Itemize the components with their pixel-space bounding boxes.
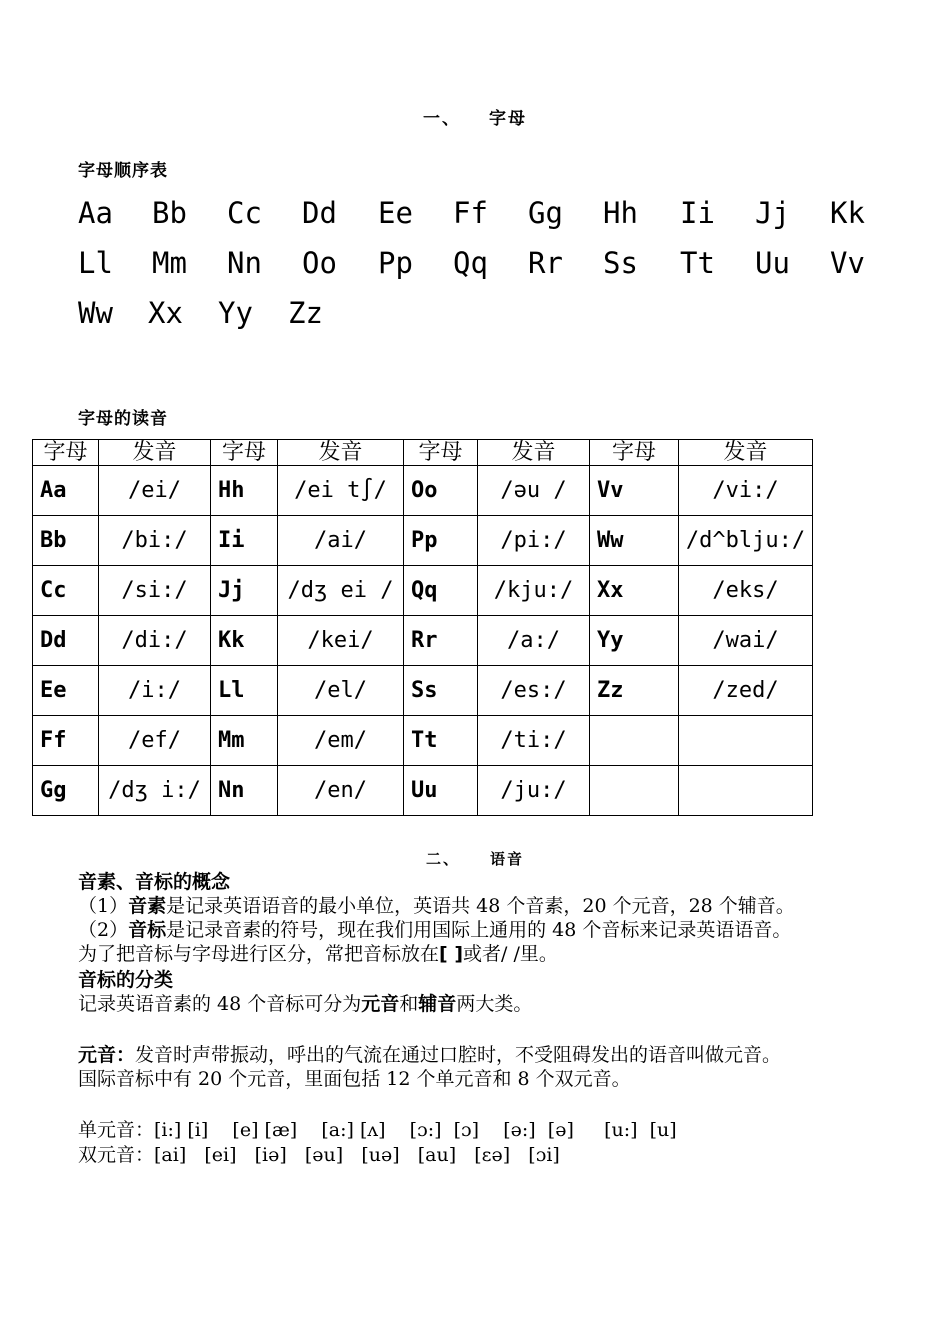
table-row: [33, 666, 813, 716]
p3-text: 为了把音标与字母进行区分，常把音标放在: [78, 943, 440, 965]
section-2-number: 二、: [425, 850, 460, 868]
p3-tail: 或者/ /里。: [463, 943, 558, 965]
section-2-title: 语音: [490, 850, 525, 868]
p1-bold: 音素: [128, 895, 167, 917]
pronunciation-cell: [679, 766, 813, 816]
pronunciation-cell: /em/: [278, 716, 404, 766]
letter-cell: Xx: [590, 566, 679, 616]
alphabet-letter: Cc: [227, 196, 262, 230]
p4-and: 和: [399, 993, 419, 1015]
paragraph-phoneme: [78, 894, 795, 918]
table-header-cell: 字母: [590, 440, 679, 466]
table-header-cell: 发音: [478, 440, 590, 466]
table-header-row: [33, 440, 813, 466]
letter-cell: Rr: [404, 616, 478, 666]
alphabet-letter: Yy: [218, 296, 253, 330]
pronunciation-cell: /bi:/: [99, 516, 211, 566]
pronunciation-cell: /a:/: [478, 616, 590, 666]
paragraph-brackets: [78, 942, 558, 966]
letter-cell: Ee: [33, 666, 99, 716]
p5-label: 元音：: [78, 1044, 136, 1066]
p4-text: 记录英语音素的 48 个音标可分为: [78, 993, 362, 1015]
letter-cell: Ff: [33, 716, 99, 766]
pronunciation-cell: /ai/: [278, 516, 404, 566]
letter-cell: Mm: [211, 716, 278, 766]
table-body: [33, 466, 813, 816]
alphabet-letter: Zz: [288, 296, 323, 330]
letter-cell: Tt: [404, 716, 478, 766]
monophthongs-label: 单元音：: [78, 1119, 155, 1141]
p2-prefix: （2）: [78, 919, 129, 941]
section-1-title: 字母: [489, 109, 527, 129]
letter-cell: Ww: [590, 516, 679, 566]
letter-cell: Yy: [590, 616, 679, 666]
pronunciation-cell: /zed/: [679, 666, 813, 716]
pronunciation-cell: /wai/: [679, 616, 813, 666]
letter-cell: Gg: [33, 766, 99, 816]
pronunciation-cell: /ef/: [99, 716, 211, 766]
paragraph-phonetic-symbol: [78, 918, 791, 942]
alphabet-heading: 字母顺序表: [78, 161, 168, 181]
p1-prefix: （1）: [78, 895, 129, 917]
pronunciation-cell: /dʒ ei /: [278, 566, 404, 616]
alphabet-letter: Ll: [78, 246, 113, 280]
letter-cell: [590, 766, 679, 816]
letter-cell: Oo: [404, 466, 478, 516]
pronunciation-cell: /si:/: [99, 566, 211, 616]
letter-cell: Zz: [590, 666, 679, 716]
diphthongs-line: [78, 1143, 560, 1167]
table-row: [33, 566, 813, 616]
pronunciation-cell: /kei/: [278, 616, 404, 666]
alphabet-letter: Ss: [603, 246, 638, 280]
pronunciation-cell: /kju:/: [478, 566, 590, 616]
alphabet-letter: Kk: [830, 196, 865, 230]
pronunciation-cell: /ei t∫/: [278, 466, 404, 516]
table-row: [33, 766, 813, 816]
table-header-cell: 字母: [211, 440, 278, 466]
alphabet-letter: Uu: [755, 246, 790, 280]
table-header-cell: 发音: [278, 440, 404, 466]
p5-text: 发音时声带振动，呼出的气流在通过口腔时，不受阻碍发出的语音叫做元音。: [135, 1044, 782, 1066]
p2-text: 是记录音素的符号，现在我们用国际上通用的 48 个音标来记录英语语音。: [166, 919, 792, 941]
concept-heading: 音素、音标的概念: [78, 871, 231, 893]
letter-cell: Kk: [211, 616, 278, 666]
diphthongs-list: [ai] [ei] [iə] [əu] [uə] [au] [εə] [ɔi]: [154, 1144, 560, 1166]
section-2-heading: [0, 848, 950, 869]
alphabet-letter: Hh: [603, 196, 638, 230]
alphabet-letter: Pp: [378, 246, 413, 280]
p3-brackets: [ ]: [439, 943, 463, 965]
letter-cell: Nn: [211, 766, 278, 816]
letter-cell: Aa: [33, 466, 99, 516]
table-header-cell: 发音: [679, 440, 813, 466]
letter-cell: Bb: [33, 516, 99, 566]
alphabet-letter: Xx: [148, 296, 183, 330]
alphabet-letter: Rr: [528, 246, 563, 280]
pronunciation-cell: /el/: [278, 666, 404, 716]
alphabet-letter: Gg: [528, 196, 563, 230]
table-row: [33, 466, 813, 516]
p4-tail: 两大类。: [456, 993, 533, 1015]
pronunciation-table: [32, 439, 813, 816]
monophthongs-line: [78, 1118, 677, 1142]
alphabet-letter: Ee: [378, 196, 413, 230]
p4-vowel: 元音: [361, 993, 400, 1015]
section-1-number: 一、: [423, 109, 461, 129]
pronunciation-cell: /di:/: [99, 616, 211, 666]
pronunciation-cell: /i:/: [99, 666, 211, 716]
alphabet-letter: Nn: [227, 246, 262, 280]
letter-cell: Qq: [404, 566, 478, 616]
p4-consonant: 辅音: [418, 993, 457, 1015]
pronunciation-cell: /es:/: [478, 666, 590, 716]
pronunciation-cell: /ei/: [99, 466, 211, 516]
alphabet-letter: Vv: [830, 246, 865, 280]
pronunciation-cell: /dʒ i:/: [99, 766, 211, 816]
letter-cell: Ll: [211, 666, 278, 716]
letter-cell: Ii: [211, 516, 278, 566]
table-row: [33, 516, 813, 566]
letter-cell: Cc: [33, 566, 99, 616]
p2-bold: 音标: [128, 919, 167, 941]
classification-heading: 音标的分类: [78, 969, 174, 991]
letter-cell: Jj: [211, 566, 278, 616]
table-row: [33, 716, 813, 766]
letter-cell: Ss: [404, 666, 478, 716]
paragraph-vowel-definition: [78, 1043, 781, 1067]
alphabet-letter: Qq: [453, 246, 488, 280]
letter-cell: Hh: [211, 466, 278, 516]
alphabet-letter: Tt: [680, 246, 715, 280]
alphabet-letter: Oo: [302, 246, 337, 280]
alphabet-letter: Bb: [152, 196, 187, 230]
p1-text: 是记录英语语音的最小单位，英语共 48 个音素，20 个元音，28 个辅音。: [166, 895, 795, 917]
letter-cell: Dd: [33, 616, 99, 666]
table-header-cell: 字母: [33, 440, 99, 466]
pronunciation-cell: /ti:/: [478, 716, 590, 766]
pronunciation-cell: /vi:/: [679, 466, 813, 516]
section-1-heading: [0, 104, 950, 129]
diphthongs-label: 双元音：: [78, 1144, 155, 1166]
alphabet-letter: Aa: [78, 196, 113, 230]
letter-cell: Uu: [404, 766, 478, 816]
alphabet-letter: Ii: [680, 196, 715, 230]
alphabet-letter: Ww: [78, 296, 113, 330]
pronunciation-cell: /əu /: [478, 466, 590, 516]
alphabet-letter: Dd: [302, 196, 337, 230]
table-header-cell: 字母: [404, 440, 478, 466]
pronunciation-cell: /en/: [278, 766, 404, 816]
paragraph-classification: [78, 992, 532, 1016]
pronunciation-cell: /ju:/: [478, 766, 590, 816]
alphabet-letter: Mm: [152, 246, 187, 280]
alphabet-letter: Jj: [755, 196, 790, 230]
pronunciation-cell: /pi:/: [478, 516, 590, 566]
monophthongs-list: [i:] [i] [e] [æ] [a:] [ʌ] [ɔ:] [ɔ] [ə:] [ə] [u:] [u]: [154, 1119, 677, 1141]
pronunciation-heading: 字母的读音: [78, 409, 168, 429]
letter-cell: Pp: [404, 516, 478, 566]
letter-cell: [590, 716, 679, 766]
pronunciation-cell: /d^blju:/: [679, 516, 813, 566]
pronunciation-cell: [679, 716, 813, 766]
table-header-cell: 发音: [99, 440, 211, 466]
table-row: [33, 616, 813, 666]
letter-cell: Vv: [590, 466, 679, 516]
pronunciation-cell: /eks/: [679, 566, 813, 616]
alphabet-letter: Ff: [453, 196, 488, 230]
paragraph-vowel-count: 国际音标中有 20 个元音，里面包括 12 个单元音和 8 个双元音。: [78, 1068, 631, 1090]
